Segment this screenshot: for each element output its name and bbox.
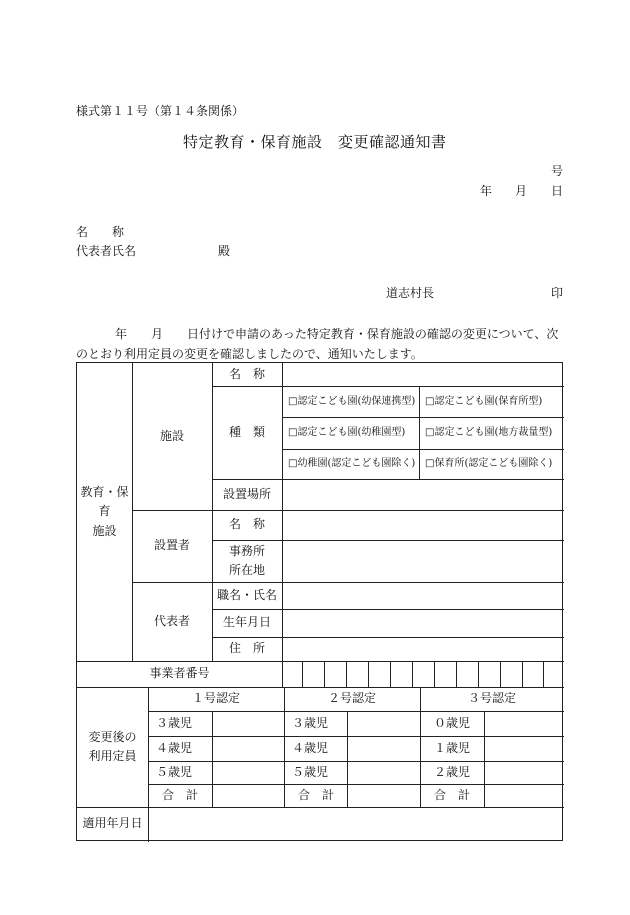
body-line-2: のとおり利用定員の変更を確認しましたので、通知いたします。 [76,347,423,361]
apply-date-label: 適用年月日 [82,816,143,831]
honorific: 殿 [218,244,231,258]
c1-row-label: ５歳児 [156,764,193,779]
business-number-label: 事業者番号 [149,666,210,681]
c3-row-label: ０歳児 [434,715,471,730]
day-label: 日 [551,184,564,198]
c2-row-label: ４歳児 [292,740,329,755]
type-option-3[interactable]: □認定こども園(幼稚園型) [288,427,406,438]
cert3-header: ３号認定 [467,691,516,706]
seal-label: 印 [551,286,564,300]
birthdate-label: 生年月日 [222,615,271,630]
form-number: 様式第１１号（第１４条関係） [76,104,245,118]
c2-row-label: ５歳児 [292,764,329,779]
c1-row-label: ４歳児 [156,740,193,755]
year-label: 年 [480,184,493,198]
group-label [77,363,132,661]
number-label: 号 [551,164,564,178]
title-name-label: 職名・氏名 [216,587,277,602]
type-option-1[interactable]: □認定こども園(幼保連携型) [288,395,416,407]
group-label-line-1: 教育・保育 [80,485,129,519]
capacity-label [77,687,148,807]
founder-name-label: 名 称 [228,517,265,532]
location-label: 設置場所 [222,486,271,501]
confirmation-table [76,362,563,841]
mayor-label: 道志村長 [386,286,435,300]
facility-name-label: 名 称 [228,366,265,381]
type-option-2[interactable]: □認定こども園(保育所型) [425,395,543,407]
c1-row-label: ３歳児 [156,715,193,730]
cert1-header: １号認定 [191,691,240,706]
c2-row-label: 合 計 [298,787,335,802]
facility-type-label: 種 類 [228,424,265,439]
representative-label: 代表者 [153,613,190,628]
c3-row-label: ２歳児 [434,764,471,779]
c1-row-label: 合 計 [162,787,199,802]
address-label: 住 所 [228,641,265,656]
capacity-label-line-1: 変更後の [88,729,137,744]
cert2-header: ２号認定 [327,691,376,706]
c2-row-label: ３歳児 [292,715,329,730]
facility-label: 施設 [159,428,184,443]
office-label-line-2: 所在地 [228,563,265,577]
type-option-4[interactable]: □認定こども園(地方裁量型) [425,427,553,438]
founder-label: 設置者 [153,538,190,553]
group-label-line-2: 施設 [92,523,117,538]
body-line-1: 年 月 日付けで申請のあった特定教育・保育施設の確認の変更について、次 [115,327,559,341]
month-label: 月 [515,184,528,198]
document-title: 特定教育・保育施設 変更確認通知書 [183,133,447,151]
type-option-5[interactable]: □幼稚園(認定こども園除く) [288,458,416,469]
recipient-rep-label: 代表者氏名 [76,244,137,258]
type-option-6[interactable]: □保育所(認定こども園除く) [425,458,553,469]
capacity-label-line-2: 利用定員 [88,749,137,763]
office-location-label [212,540,282,582]
c3-row-label: １歳児 [434,740,471,755]
office-label-line-1: 事務所 [228,543,265,558]
c3-row-label: 合 計 [434,787,471,802]
recipient-name-label: 名 称 [76,225,125,239]
